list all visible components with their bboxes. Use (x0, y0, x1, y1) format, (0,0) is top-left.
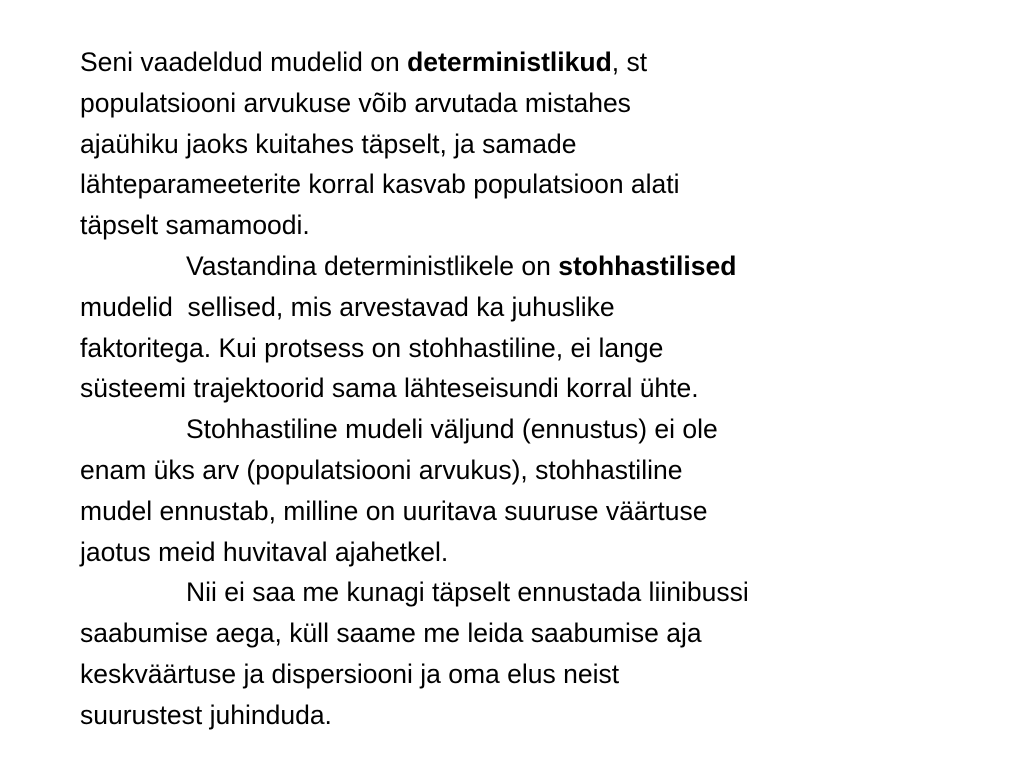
text-line: mudelid sellised, mis arvestavad ka juhuslike (80, 291, 615, 322)
text-line: ajaühiku jaoks kuitahes täpselt, ja samade (80, 128, 577, 159)
text-line: täpselt samamoodi. (80, 210, 310, 241)
text-line: jaotus meid huvitaval ajahetkel. (80, 536, 449, 567)
text-line: enam üks arv (populatsiooni arvukus), stohhastiline (80, 454, 683, 485)
text-line: faktoritega. Kui protsess on stohhastiline, ei lange (80, 332, 664, 363)
paragraph-deterministic (80, 42, 980, 246)
bold-term-stohhastilised: stohhastilised (558, 250, 737, 281)
text-line: mudel ennustab, milline on uuritava suuruse väärtuse (80, 495, 708, 526)
text-line: keskväärtuse ja dispersiooni ja oma elus neist (80, 658, 620, 689)
paragraph-bus-example (80, 572, 980, 735)
text-line: Stohhastiline mudeli väljund (ennustus) ei ole (186, 414, 718, 445)
text-line: süsteemi trajektoorid sama lähteseisundi korral ühte. (80, 373, 699, 404)
text-line: Vastandina deterministlikele on stohhastilised (186, 250, 737, 281)
bold-term-deterministlikud: deterministlikud (407, 47, 612, 77)
text-line: suurustest juhinduda. (80, 699, 332, 730)
text-line: populatsiooni arvukuse võib arvutada mistahes (80, 87, 631, 118)
text-line: saabumise aega, küll saame me leida saabumise aja (80, 618, 702, 649)
text-line: Nii ei saa me kunagi täpselt ennustada liinibussi (186, 577, 749, 608)
slide-text-body (80, 42, 980, 736)
paragraph-model-output (80, 409, 980, 572)
paragraph-stochastic (80, 246, 980, 409)
text-line: lähteparameeterite korral kasvab populatsioon alati (80, 169, 680, 200)
text-line: Seni vaadeldud mudelid on deterministlikud, st (80, 47, 648, 77)
